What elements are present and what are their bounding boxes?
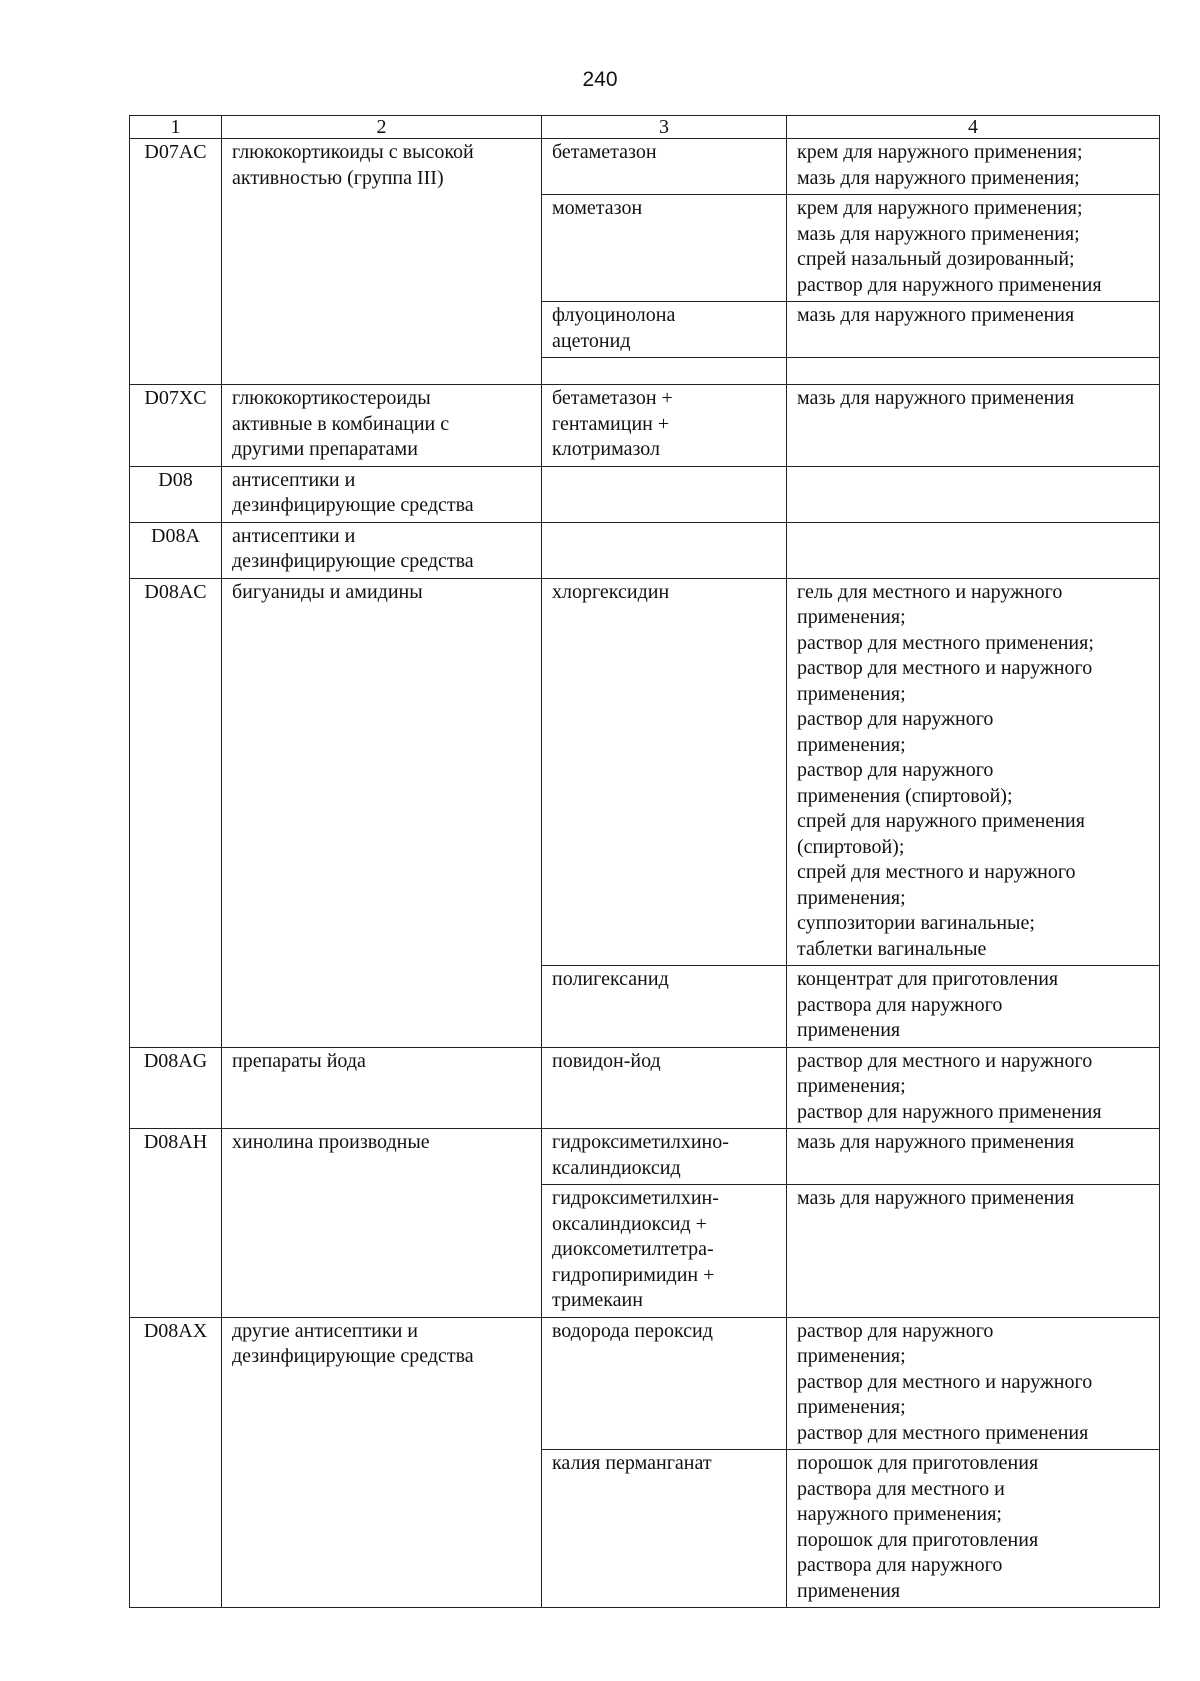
- atc-code-cell: D08: [130, 466, 222, 522]
- group-name-cell: препараты йода: [222, 1047, 542, 1129]
- dosage-form-cell: концентрат для приготовления раствора для наружного применения: [787, 966, 1160, 1048]
- dosage-form-cell: раствор для наружного применения; раствор для местного и наружного применения; раствор для местного применения: [787, 1317, 1160, 1450]
- table-row: [130, 1047, 1160, 1129]
- atc-code-cell: D08AX: [130, 1317, 222, 1608]
- drug-name-cell: полигексанид: [542, 966, 787, 1048]
- empty-cell: [542, 466, 787, 522]
- dosage-form-cell: мазь для наружного применения: [787, 302, 1160, 358]
- atc-code-cell: D07AC: [130, 139, 222, 385]
- column-header-2: 2: [222, 116, 542, 139]
- table-row: [130, 139, 1160, 195]
- drug-name-cell: хлоргексидин: [542, 578, 787, 966]
- drug-name-cell: повидон-йод: [542, 1047, 787, 1129]
- group-name-cell: бигуаниды и амидины: [222, 578, 542, 1047]
- drug-name-cell: гидроксиметилхин- оксалиндиоксид + диоксометилтетра- гидропиримидин + тримекаин: [542, 1185, 787, 1318]
- dosage-form-cell: мазь для наружного применения: [787, 1185, 1160, 1318]
- group-name-cell: глюкокортикостероиды активные в комбинации с другими препаратами: [222, 385, 542, 467]
- atc-code-cell: D08AC: [130, 578, 222, 1047]
- drug-name-cell: бетаметазон + гентамицин + клотримазол: [542, 385, 787, 467]
- drug-name-cell: водорода пероксид: [542, 1317, 787, 1450]
- dosage-form-cell: мазь для наружного применения: [787, 1129, 1160, 1185]
- atc-code-cell: D08A: [130, 522, 222, 578]
- table-row: [130, 1129, 1160, 1185]
- group-name-cell: глюкокортикоиды с высокой активностью (группа III): [222, 139, 542, 385]
- table-row: [130, 1317, 1160, 1450]
- dosage-form-cell: гель для местного и наружного применения; раствор для местного применения; раствор для местного и наружного применения; раствор для наружного применения; раствор для наружного применения (спиртовой); спрей для наружного применения (спиртовой); спрей для местного и наружного применения; суппозитории вагинальные; таблетки вагинальные: [787, 578, 1160, 966]
- column-header-3: 3: [542, 116, 787, 139]
- empty-cell: [542, 358, 787, 385]
- atc-code-cell: D07XC: [130, 385, 222, 467]
- drug-classification-table: [129, 115, 1160, 1608]
- atc-code-cell: D08AG: [130, 1047, 222, 1129]
- table-row: [130, 466, 1160, 522]
- group-name-cell: другие антисептики и дезинфицирующие средства: [222, 1317, 542, 1608]
- group-name-cell: антисептики и дезинфицирующие средства: [222, 522, 542, 578]
- empty-cell: [542, 522, 787, 578]
- group-name-cell: антисептики и дезинфицирующие средства: [222, 466, 542, 522]
- group-name-cell: хинолина производные: [222, 1129, 542, 1318]
- drug-name-cell: мометазон: [542, 195, 787, 302]
- page-number: 240: [582, 68, 618, 91]
- drug-name-cell: бетаметазон: [542, 139, 787, 195]
- column-header-1: 1: [130, 116, 222, 139]
- column-header-4: 4: [787, 116, 1160, 139]
- dosage-form-cell: мазь для наружного применения: [787, 385, 1160, 467]
- table-row: [130, 385, 1160, 467]
- table-row: [130, 522, 1160, 578]
- empty-cell: [787, 358, 1160, 385]
- table-row: [130, 578, 1160, 966]
- drug-name-cell: калия перманганат: [542, 1450, 787, 1608]
- dosage-form-cell: раствор для местного и наружного применения; раствор для наружного применения: [787, 1047, 1160, 1129]
- dosage-form-cell: крем для наружного применения; мазь для наружного применения;: [787, 139, 1160, 195]
- atc-code-cell: D08AH: [130, 1129, 222, 1318]
- drug-name-cell: флуоцинолона ацетонид: [542, 302, 787, 358]
- empty-cell: [787, 522, 1160, 578]
- dosage-form-cell: порошок для приготовления раствора для местного и наружного применения; порошок для приготовления раствора для наружного применения: [787, 1450, 1160, 1608]
- empty-cell: [787, 466, 1160, 522]
- drug-name-cell: гидроксиметилхино- ксалиндиоксид: [542, 1129, 787, 1185]
- table-header-row: [130, 116, 1160, 139]
- dosage-form-cell: крем для наружного применения; мазь для наружного применения; спрей назальный дозированный; раствор для наружного применения: [787, 195, 1160, 302]
